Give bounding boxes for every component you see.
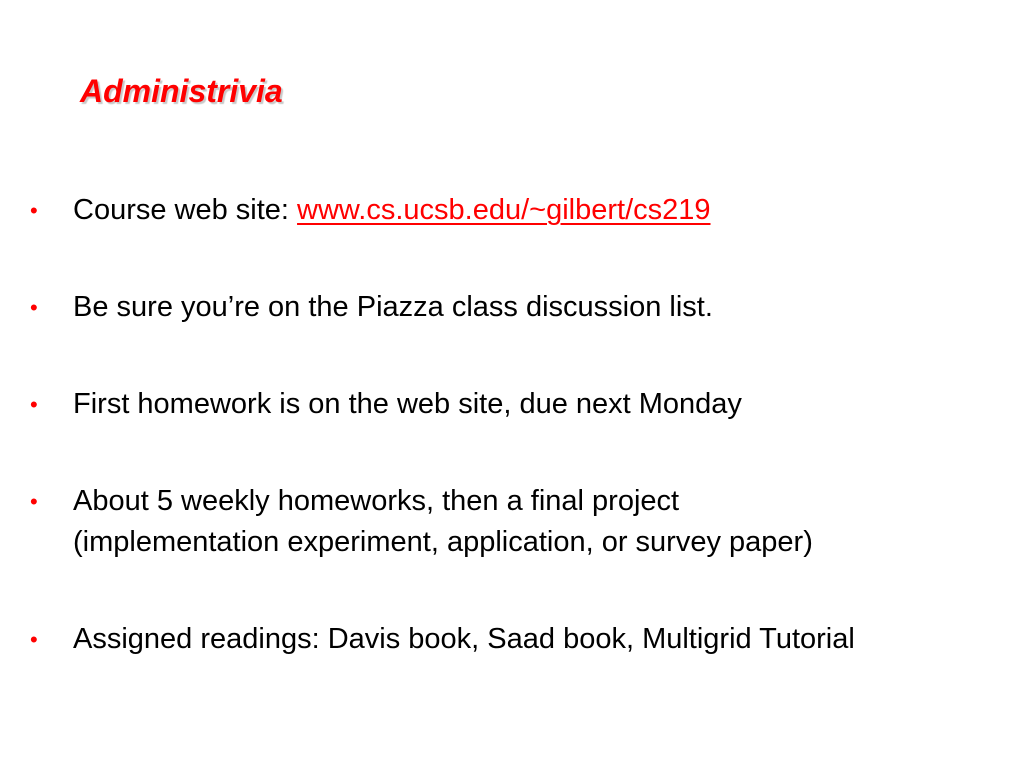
assigned-readings-text: Assigned readings: Davis book, Saad book, Multigrid Tutorial [73,623,855,655]
bullet-icon: • [30,392,38,417]
bullet-icon: • [30,198,38,223]
first-homework-text: First homework is on the web site, due next Monday [73,388,742,420]
bullet-first-homework [30,384,1020,425]
weekly-homeworks-line-2: (implementation experiment, application, or survey paper) [73,526,813,558]
weekly-homeworks-line-1: About 5 weekly homeworks, then a final project [73,485,680,517]
piazza-text: Be sure you’re on the Piazza class discussion list. [73,291,713,323]
bullet-weekly-homeworks [30,481,1020,563]
bullet-icon: • [30,489,38,514]
bullet-course-website [30,190,1020,231]
bullet-icon: • [30,295,38,320]
course-website-link[interactable]: www.cs.ucsb.edu/~gilbert/cs219 [297,194,711,226]
bullet-icon: • [30,627,38,652]
bullet-list [30,190,1020,716]
slide-title: Administrivia [80,73,283,109]
bullet-piazza [30,287,1020,328]
bullet-assigned-readings [30,619,1020,660]
course-website-label: Course web site: [73,194,298,226]
